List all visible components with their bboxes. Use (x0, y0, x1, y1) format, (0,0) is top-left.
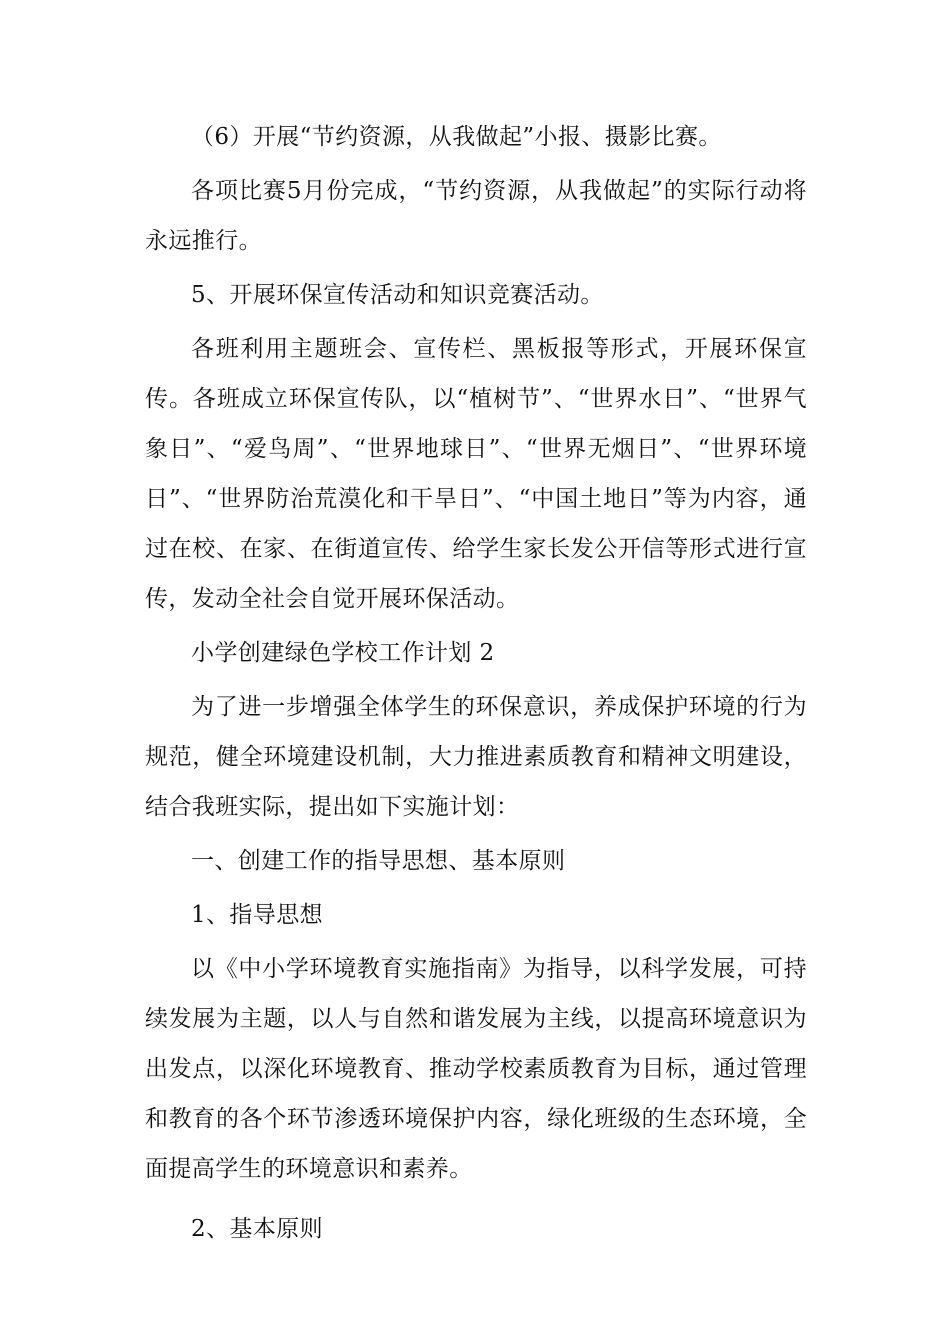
paragraph-class-publicity: 各班利用主题班会、宣传栏、黑板报等形式，开展环保宣传。各班成立环保宣传队，以“植树节”、“世界水日”、“世界气象日”、“爱鸟周”、“世界地球日”、“世界无烟日”、“世界环境日”、“世界防治荒漠化和干旱日”、“中国土地日”等为内容，通过在校、在家、在街道宣传、给学生家长发公开信等形式进行宣传，发动全社会自觉开展环保活动。 (145, 336, 807, 612)
paragraph-plan-2-title: 小学创建绿色学校工作计划 2 (191, 640, 495, 666)
document-body (145, 112, 807, 1254)
paragraph-guiding-ideology-heading: 1、指导思想 (191, 902, 324, 928)
paragraph-heading-5: 5、开展环保宣传活动和知识竞赛活动。 (191, 282, 604, 308)
paragraph-plan-intro: 为了进一步增强全体学生的环保意识，养成保护环境的行为规范，健全环境建设机制，大力推进素质教育和精神文明建设，结合我班实际，提出如下实施计划： (145, 694, 807, 820)
paragraph-item-6-contest: （6）开展“节约资源，从我做起”小报、摄影比赛。 (191, 124, 722, 150)
paragraph-guiding-ideology: 以《中小学环境教育实施指南》为指导，以科学发展，可持续发展为主题，以人与自然和谐发展为主线，以提高环境意识为出发点，以深化环境教育、推动学校素质教育为目标，通过管理和教育的各个环节渗透环境保护内容，绿化班级的生态环境，全面提高学生的环境意识和素养。 (145, 956, 807, 1182)
paragraph-contest-completion: 各项比赛5月份完成，“节约资源，从我做起”的实际行动将永远推行。 (145, 178, 807, 254)
paragraph-section-1-heading: 一、创建工作的指导思想、基本原则 (191, 848, 566, 874)
paragraph-basic-principles-heading: 2、基本原则 (191, 1216, 324, 1242)
